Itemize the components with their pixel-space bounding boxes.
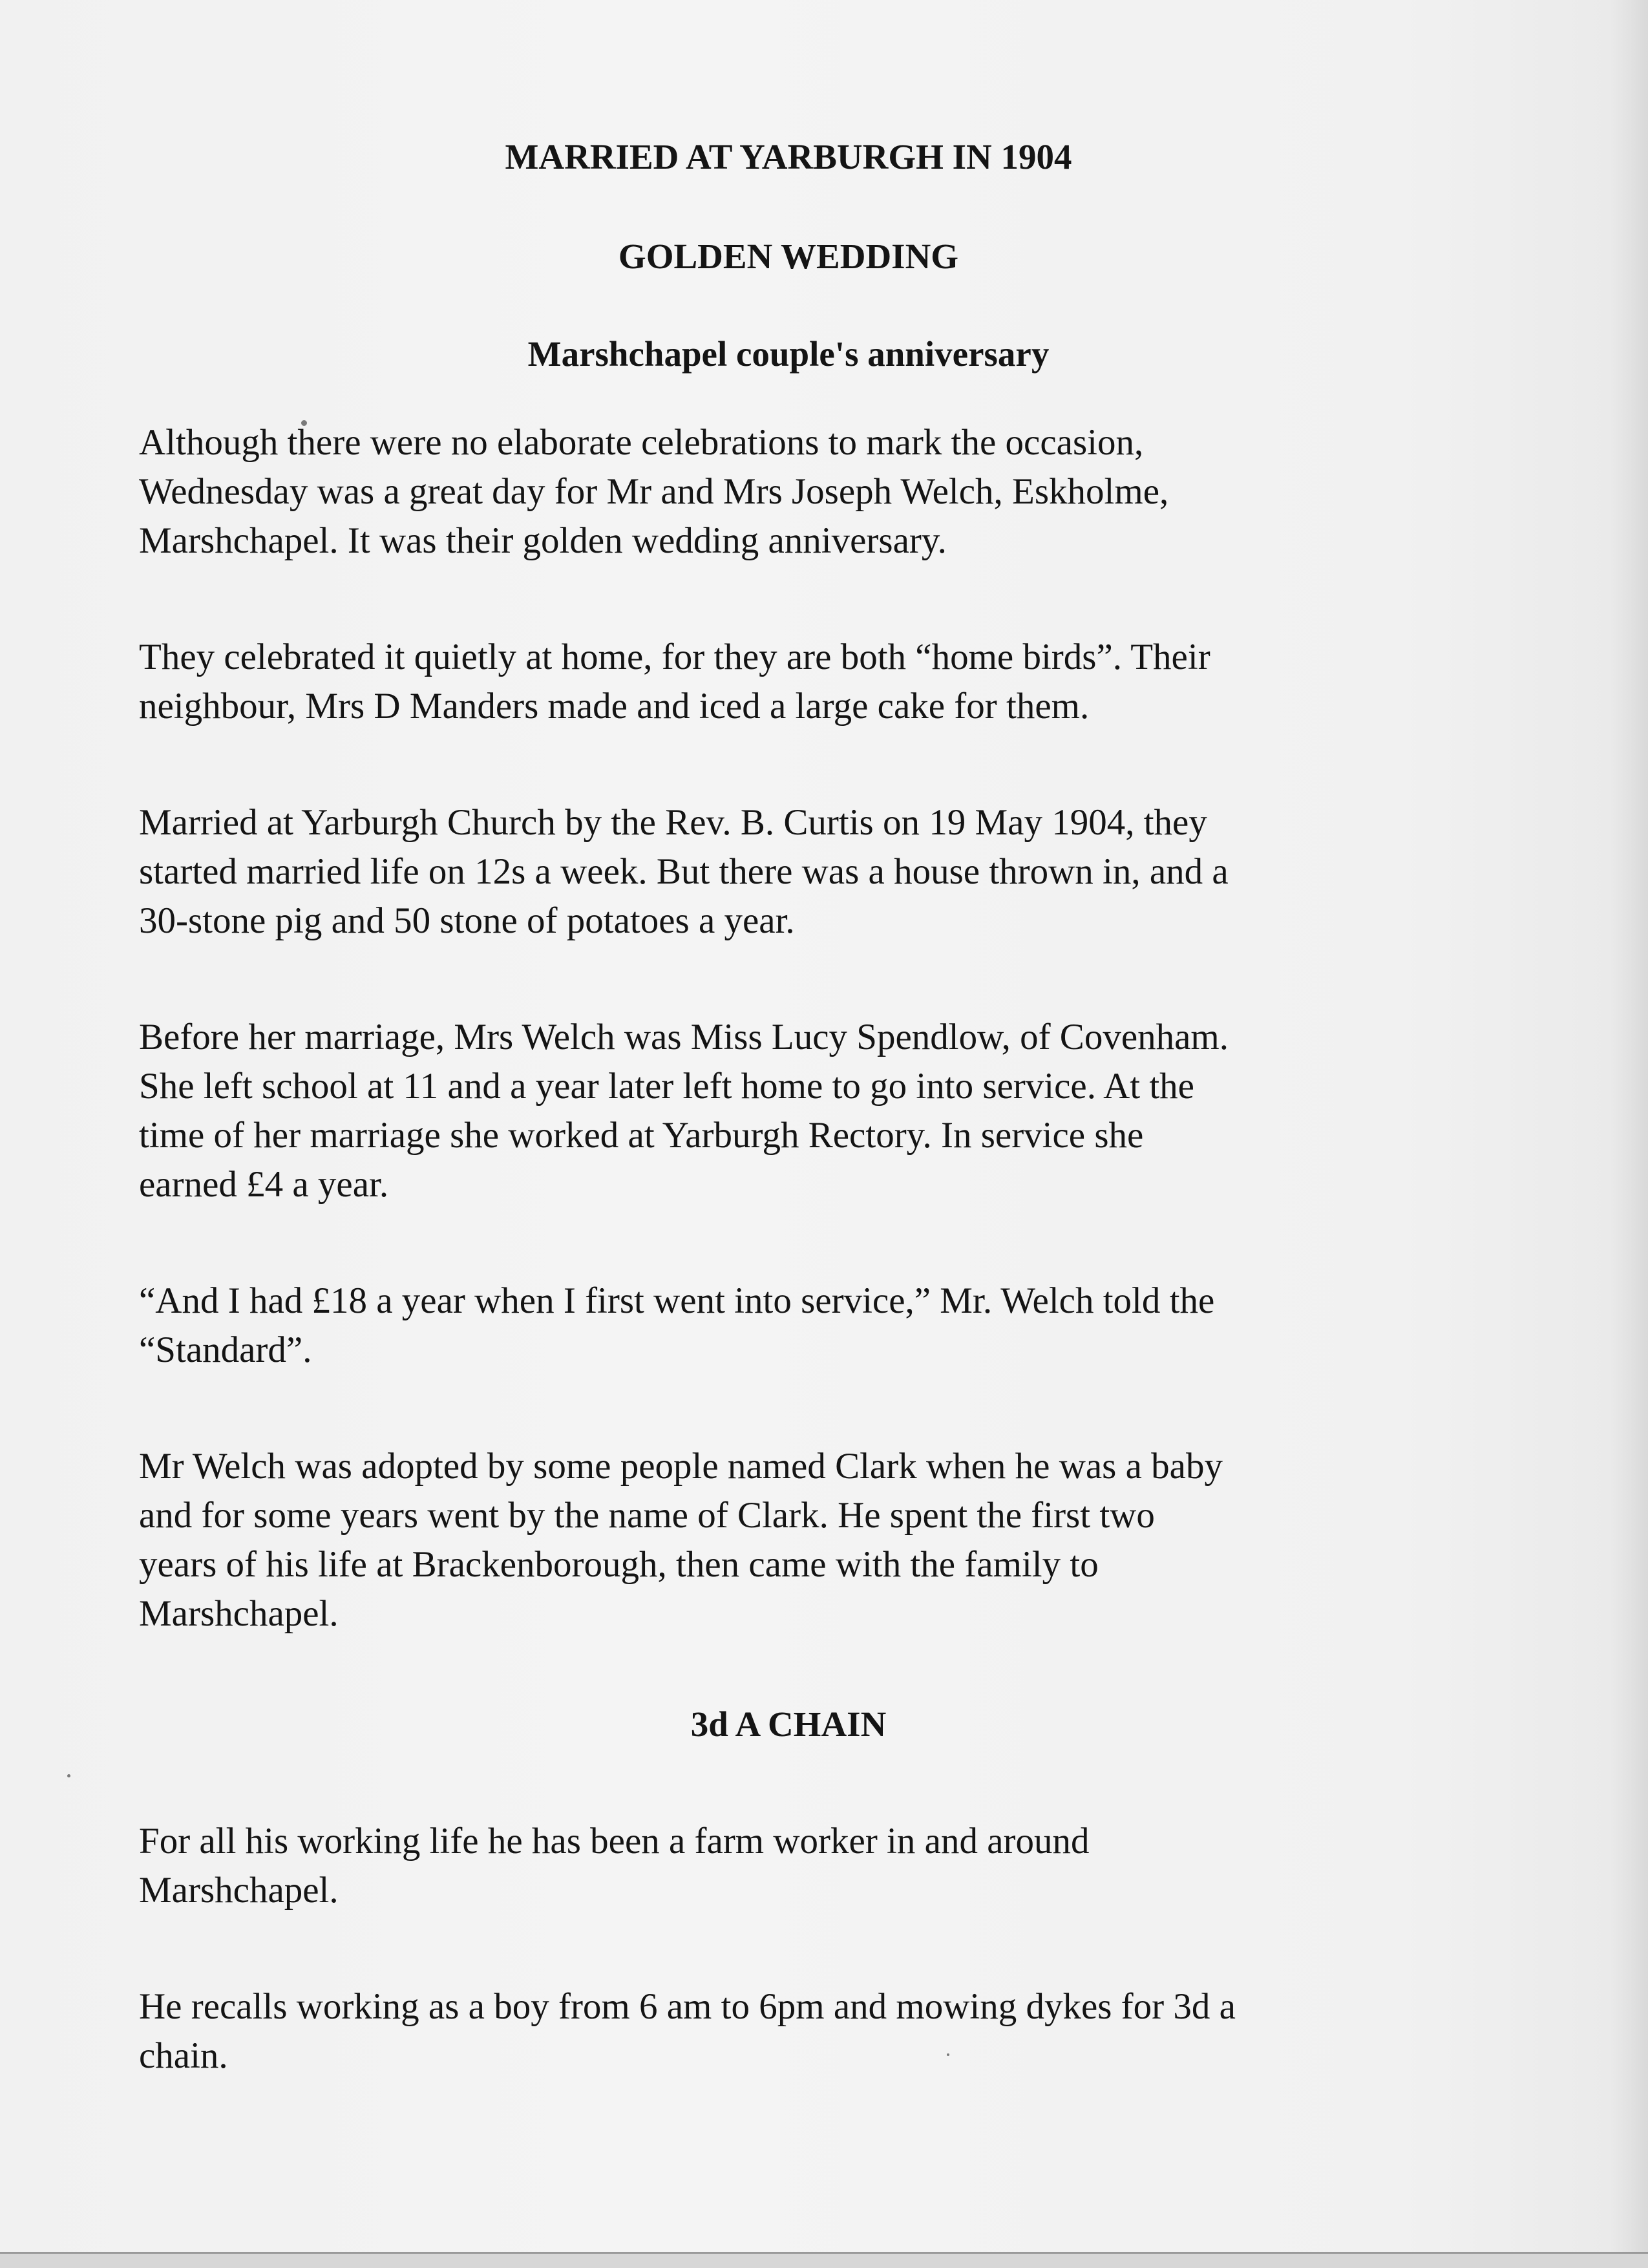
body-bottom [139, 1817, 1496, 2081]
paragraph-line: years of his life at Brackenborough, then came with the family to [139, 1544, 1099, 1585]
paragraph [139, 1817, 1496, 1915]
paragraph-line: and for some years went by the name of Clark. He spent the first two [139, 1495, 1155, 1536]
paragraph-line: Marshchapel. It was their golden wedding anniversary. [139, 520, 947, 561]
paragraph [139, 1277, 1496, 1375]
paragraph-line: Wednesday was a great day for Mr and Mrs Joseph Welch, Eskholme, [139, 471, 1169, 512]
paragraph [139, 1982, 1496, 2081]
paragraph-line: started married life on 12s a week. But there was a house thrown in, and a [139, 851, 1229, 892]
paragraph-line: Before her marriage, Mrs Welch was Miss Lucy Spendlow, of Covenham. [139, 1017, 1229, 1057]
paragraph-line: Marshchapel. [139, 1593, 339, 1634]
paragraph-line: They celebrated it quietly at home, for they are both “home birds”. Their [139, 637, 1210, 677]
page-shadow-right [1609, 0, 1648, 2268]
article [139, 136, 1496, 2081]
scan-speck [67, 1774, 70, 1777]
paragraph-line: time of her marriage she worked at Yarburgh Rectory. In service she [139, 1115, 1144, 1156]
paragraph [139, 1442, 1496, 1638]
paragraph [139, 1013, 1496, 1209]
paragraph-line: neighbour, Mrs D Manders made and iced a large cake for them. [139, 686, 1090, 726]
section-heading: 3d A CHAIN [690, 1704, 887, 1744]
body-top [139, 418, 1496, 1638]
paragraph-line: He recalls working as a boy from 6 am to 6pm and mowing dykes for 3d a [139, 1986, 1236, 2027]
paragraph [139, 798, 1496, 946]
paragraph-line: Married at Yarburgh Church by the Rev. B. Curtis on 19 May 1904, they [139, 802, 1207, 843]
paragraph-line: “Standard”. [139, 1330, 312, 1370]
paragraph-line: She left school at 11 and a year later left home to go into service. At the [139, 1066, 1194, 1107]
paragraph-line: chain. [139, 2035, 228, 2076]
article-subheading: Marshchapel couple's anniversary [527, 334, 1050, 374]
paragraph [139, 633, 1496, 731]
paragraph-line: Although there were no elaborate celebrations to mark the occasion, [139, 422, 1144, 463]
article-title: MARRIED AT YARBURGH IN 1904 [505, 137, 1072, 176]
paragraph-line: Marshchapel. [139, 1870, 339, 1911]
paragraph-line: earned £4 a year. [139, 1164, 389, 1205]
paragraph-line: “And I had £18 a year when I first went into service,” Mr. Welch told the [139, 1280, 1215, 1321]
article-subtitle: GOLDEN WEDDING [618, 237, 959, 276]
paragraph-line: 30-stone pig and 50 stone of potatoes a year. [139, 900, 795, 941]
paragraph [139, 418, 1496, 566]
paragraph-line: For all his working life he has been a farm worker in and around [139, 1821, 1090, 1861]
page-bottom-edge [0, 2252, 1648, 2268]
paragraph-line: Mr Welch was adopted by some people named Clark when he was a baby [139, 1446, 1223, 1487]
